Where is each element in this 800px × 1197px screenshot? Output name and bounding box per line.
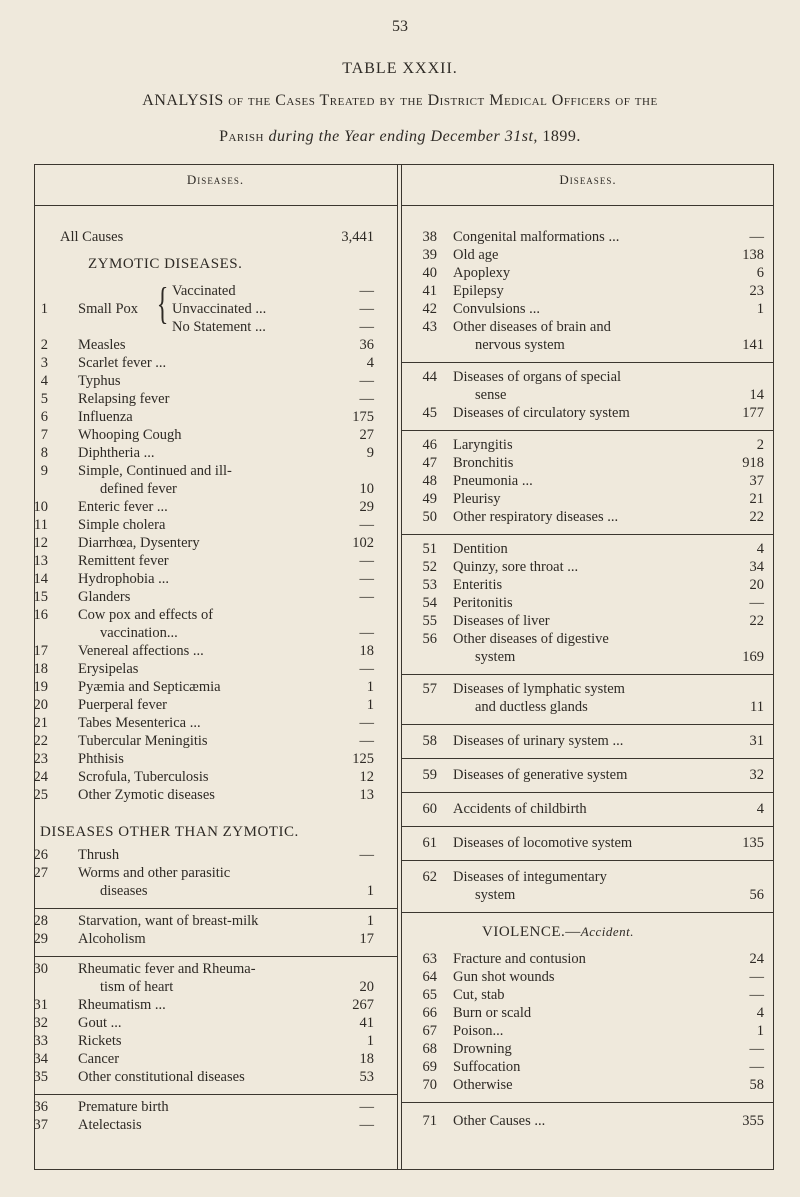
row-number: 42 (422, 301, 437, 317)
case-count: — (359, 571, 374, 587)
case-count: 1 (366, 697, 374, 713)
case-count: 20 (359, 979, 374, 995)
table-row (0, 950, 800, 968)
row-number: 1 (40, 301, 48, 317)
table-row (0, 1058, 800, 1076)
disease-label-continued: sense (475, 387, 507, 403)
disease-label: Gun shot wounds (453, 969, 555, 985)
page-number: 53 (392, 18, 408, 35)
row-number: 29 (33, 931, 48, 947)
case-count: 37 (749, 473, 764, 489)
table-row (0, 986, 800, 1004)
case-count: — (359, 661, 374, 677)
case-count: 22 (749, 509, 764, 525)
row-number: 57 (422, 681, 437, 697)
table-row (0, 404, 800, 422)
row-divider (402, 724, 774, 725)
row-number: 26 (33, 847, 48, 863)
row-number: 45 (422, 405, 437, 421)
disease-label: Cancer (78, 1051, 120, 1067)
table-row (0, 472, 800, 490)
case-count: 4 (756, 1005, 764, 1021)
disease-label: Tabes Mesenterica ... (78, 715, 201, 731)
case-count: 13 (359, 787, 374, 803)
case-count: — (359, 625, 374, 641)
case-count: 135 (742, 835, 764, 851)
disease-label: Old age (453, 247, 499, 263)
row-number: 64 (422, 969, 437, 985)
disease-label: Influenza (78, 409, 133, 425)
case-count: 1 (366, 1033, 374, 1049)
row-divider (402, 430, 774, 431)
disease-label: Suffocation (453, 1059, 521, 1075)
case-count: — (359, 589, 374, 605)
row-number: 36 (33, 1099, 48, 1115)
disease-label: Burn or scald (453, 1005, 532, 1021)
case-count: 4 (366, 355, 374, 371)
case-count: 53 (359, 1069, 374, 1085)
row-divider (402, 826, 774, 827)
disease-label: Simple, Continued and ill- (78, 463, 232, 479)
disease-label: Scrofula, Tuberculosis (78, 769, 209, 785)
table-row (0, 576, 800, 594)
row-number: 32 (33, 1015, 48, 1031)
case-count: — (359, 733, 374, 749)
row-number: 9 (40, 463, 48, 479)
case-count: 138 (742, 247, 764, 263)
case-count: 17 (359, 931, 374, 947)
smallpox-subcategory: Vaccinated (172, 283, 236, 299)
case-count: 3,441 (341, 229, 374, 245)
row-number: 59 (422, 767, 437, 783)
case-count: 36 (359, 337, 374, 353)
disease-label: Phthisis (78, 751, 124, 767)
row-number: 49 (422, 491, 437, 507)
case-count: 1 (756, 301, 764, 317)
case-count: — (359, 517, 374, 533)
row-number: 17 (33, 643, 48, 659)
case-count: — (359, 1099, 374, 1115)
disease-label: Typhus (78, 373, 121, 389)
row-number: 46 (422, 437, 437, 453)
row-divider (402, 860, 774, 861)
table-row (0, 1112, 800, 1130)
row-number: 2 (40, 337, 48, 353)
disease-label: Bronchitis (453, 455, 514, 471)
disease-label-continued: vaccination... (100, 625, 178, 641)
row-number: 6 (40, 409, 48, 425)
table-row (0, 540, 800, 558)
row-divider (402, 362, 774, 363)
case-count: — (749, 229, 764, 245)
disease-label: Other respiratory diseases ... (453, 509, 619, 525)
row-divider (402, 758, 774, 759)
disease-label: Other diseases of digestive (453, 631, 609, 647)
case-count: 29 (359, 499, 374, 515)
disease-label: Whooping Cough (78, 427, 182, 443)
disease-label: Otherwise (453, 1077, 513, 1093)
row-number: 51 (422, 541, 437, 557)
disease-label: Rheumatic fever and Rheuma- (78, 961, 256, 977)
disease-label: Other Causes ... (453, 1113, 546, 1129)
row-divider (402, 792, 774, 793)
row-number: 25 (33, 787, 48, 803)
case-count: 175 (352, 409, 374, 425)
disease-label: Gout ... (78, 1015, 122, 1031)
row-number: 61 (422, 835, 437, 851)
case-count: 102 (352, 535, 374, 551)
case-count: — (359, 283, 374, 299)
disease-label: Other Zymotic diseases (78, 787, 215, 803)
disease-label: Simple cholera (78, 517, 166, 533)
table-subtitle-line2 (0, 128, 800, 146)
case-count: 1 (366, 913, 374, 929)
disease-label: Cut, stab (453, 987, 505, 1003)
case-count: — (749, 1041, 764, 1057)
row-number: 23 (33, 751, 48, 767)
disease-label: Enteritis (453, 577, 503, 593)
row-divider (34, 1094, 397, 1095)
table-row (0, 834, 800, 852)
disease-label: Apoplexy (453, 265, 511, 281)
row-number: 7 (40, 427, 48, 443)
row-number: 43 (422, 319, 437, 335)
disease-label: Accidents of childbirth (453, 801, 587, 817)
case-count: — (749, 987, 764, 1003)
disease-label: Venereal affections ... (78, 643, 204, 659)
row-number: 31 (33, 997, 48, 1013)
row-number: 34 (33, 1051, 48, 1067)
table-row (0, 1004, 800, 1022)
case-count: 56 (749, 887, 764, 903)
subtitle-italic: during the Year ending December (268, 128, 501, 145)
disease-label: Pyæmia and Septicæmia (78, 679, 221, 695)
disease-label: Thrush (78, 847, 120, 863)
table-row (0, 732, 800, 750)
row-number: 38 (422, 229, 437, 245)
subtitle-parish: Parish (219, 128, 264, 145)
table-row (0, 436, 800, 454)
disease-label: Fracture and contusion (453, 951, 586, 967)
row-divider (402, 674, 774, 675)
case-count: 24 (749, 951, 764, 967)
row-number: 58 (422, 733, 437, 749)
disease-label: Rheumatism ... (78, 997, 166, 1013)
disease-label: Pleurisy (453, 491, 501, 507)
case-count: 21 (749, 491, 764, 507)
disease-label-continued: system (475, 649, 516, 665)
case-count: — (749, 969, 764, 985)
disease-label: All Causes (60, 229, 124, 245)
disease-label: Diseases of circulatory system (453, 405, 630, 421)
case-count: — (359, 373, 374, 389)
case-count: 125 (352, 751, 374, 767)
row-number: 67 (422, 1023, 437, 1039)
row-number: 53 (422, 577, 437, 593)
table-row (0, 490, 800, 508)
disease-label: Hydrophobia ... (78, 571, 170, 587)
table-row (0, 930, 800, 948)
brace-symbol: { (156, 279, 169, 328)
case-count: 34 (749, 559, 764, 575)
smallpox-subcategory: No Statement ... (172, 319, 266, 335)
disease-label-continued: system (475, 887, 516, 903)
disease-label-continued: diseases (100, 883, 148, 899)
case-count: 32 (749, 767, 764, 783)
row-number: 41 (422, 283, 437, 299)
row-number: 33 (33, 1033, 48, 1049)
case-count: — (359, 391, 374, 407)
disease-label: Pneumonia ... (453, 473, 533, 489)
row-number: 40 (422, 265, 437, 281)
table-row (0, 766, 800, 784)
row-number: 60 (422, 801, 437, 817)
table-row (0, 714, 800, 732)
case-count: — (749, 595, 764, 611)
row-number: 21 (33, 715, 48, 731)
header-rule-left (34, 205, 397, 206)
row-divider (402, 534, 774, 535)
row-number: 39 (422, 247, 437, 263)
right-column-header: Diseases. (559, 172, 617, 187)
disease-label: Starvation, want of breast-milk (78, 913, 259, 929)
disease-label-continued: nervous system (475, 337, 565, 353)
row-number: 63 (422, 951, 437, 967)
disease-label: Dentition (453, 541, 508, 557)
row-number: 37 (33, 1117, 48, 1133)
case-count: 18 (359, 643, 374, 659)
row-number: 30 (33, 961, 48, 977)
case-count: 6 (756, 265, 764, 281)
case-count: 9 (366, 445, 374, 461)
disease-label: Convulsions ... (453, 301, 541, 317)
row-number: 3 (40, 355, 48, 371)
case-count: — (749, 1059, 764, 1075)
violence-label: VIOLENCE.— (482, 924, 581, 940)
violence-sublabel: Accident. (580, 924, 634, 939)
disease-label: Enteric fever ... (78, 499, 168, 515)
case-count: 27 (359, 427, 374, 443)
row-number: 66 (422, 1005, 437, 1021)
case-count: 18 (359, 1051, 374, 1067)
row-number: 28 (33, 913, 48, 929)
row-number: 11 (34, 517, 48, 533)
disease-label: Other diseases of brain and (453, 319, 611, 335)
row-number: 62 (422, 869, 437, 885)
disease-label: Puerperal fever (78, 697, 167, 713)
section-title-zymotic: ZYMOTIC DISEASES. (88, 256, 243, 272)
case-count: — (359, 715, 374, 731)
row-number: 44 (422, 369, 437, 385)
disease-label: Diseases of integumentary (453, 869, 607, 885)
subtitle-day: 31st, (504, 128, 538, 145)
case-count: — (359, 847, 374, 863)
disease-label: Diseases of locomotive system (453, 835, 633, 851)
disease-label: Remittent fever (78, 553, 169, 569)
row-number: 18 (33, 661, 48, 677)
table-row (0, 1022, 800, 1040)
row-number: 4 (40, 373, 48, 389)
disease-label: Measles (78, 337, 126, 353)
row-number: 10 (33, 499, 48, 515)
row-number: 12 (33, 535, 48, 551)
disease-label: Erysipelas (78, 661, 139, 677)
disease-label: Diseases of organs of special (453, 369, 622, 385)
disease-label: Poison... (453, 1023, 504, 1039)
row-number: 71 (422, 1113, 437, 1129)
disease-label: Glanders (78, 589, 131, 605)
disease-label: Tubercular Meningitis (78, 733, 208, 749)
row-number: 70 (422, 1077, 437, 1093)
table-row (0, 508, 800, 526)
header-rule-right (402, 205, 774, 206)
row-number: 14 (33, 571, 48, 587)
table-row (0, 968, 800, 986)
row-number: 52 (422, 559, 437, 575)
row-number: 47 (422, 455, 437, 471)
case-count: — (359, 553, 374, 569)
disease-label: Diseases of generative system (453, 767, 628, 783)
table-row (0, 228, 800, 246)
case-count: 4 (756, 801, 764, 817)
case-count: 22 (749, 613, 764, 629)
case-count: 177 (742, 405, 764, 421)
row-number: 8 (40, 445, 48, 461)
case-count: 1 (366, 679, 374, 695)
disease-label: Alcoholism (78, 931, 146, 947)
disease-label: Epilepsy (453, 283, 504, 299)
row-number: 54 (422, 595, 437, 611)
case-count: 20 (749, 577, 764, 593)
row-number: 19 (33, 679, 48, 695)
case-count: 4 (756, 541, 764, 557)
row-number: 35 (33, 1069, 48, 1085)
table-row (0, 594, 800, 612)
disease-label: Diarrhœa, Dysentery (78, 535, 200, 551)
row-number: 13 (33, 553, 48, 569)
smallpox-subcategory: Unvaccinated ... (172, 301, 267, 317)
row-number: 24 (33, 769, 48, 785)
table-row (0, 612, 800, 630)
case-count: 355 (742, 1113, 764, 1129)
table-row (0, 912, 800, 930)
disease-label: Other constitutional diseases (78, 1069, 245, 1085)
case-count: 1 (756, 1023, 764, 1039)
row-number: 5 (40, 391, 48, 407)
case-count: 23 (749, 283, 764, 299)
case-count: 11 (750, 699, 764, 715)
table-row (0, 454, 800, 472)
disease-label: Worms and other parasitic (78, 865, 231, 881)
left-column-header: Diseases. (186, 172, 245, 187)
disease-label: Premature birth (78, 1099, 169, 1115)
row-divider (34, 908, 397, 909)
table-row (0, 660, 800, 678)
row-divider (402, 1102, 774, 1103)
row-number: 27 (33, 865, 48, 881)
row-number: 48 (422, 473, 437, 489)
table-row (0, 1076, 800, 1094)
row-number: 68 (422, 1041, 437, 1057)
disease-label: Diseases of lymphatic system (453, 681, 625, 697)
table-row (0, 336, 800, 354)
case-count: 14 (749, 387, 764, 403)
table-row (0, 246, 800, 264)
disease-label: Rickets (78, 1033, 122, 1049)
row-number: 15 (33, 589, 48, 605)
row-number: 22 (33, 733, 48, 749)
table-row (0, 558, 800, 576)
case-count: — (359, 319, 374, 335)
disease-label: Diseases of liver (453, 613, 550, 629)
disease-label: Diseases of urinary system ... (453, 733, 624, 749)
table-row (0, 868, 800, 903)
case-count: 10 (359, 481, 374, 497)
table-row (0, 282, 800, 300)
case-count: 31 (749, 733, 764, 749)
disease-label-continued: and ductless glands (475, 699, 588, 715)
table-row (0, 264, 800, 282)
case-count: 267 (352, 997, 374, 1013)
case-count: 2 (756, 437, 764, 453)
row-number: 69 (422, 1059, 437, 1075)
disease-label: Diphtheria ... (78, 445, 155, 461)
table-title: TABLE XXXII. (342, 60, 458, 77)
row-number: 50 (422, 509, 437, 525)
case-count: 12 (359, 769, 374, 785)
row-number: 65 (422, 987, 437, 1003)
disease-label: Peritonitis (453, 595, 513, 611)
disease-label: Cow pox and effects of (78, 607, 214, 623)
row-divider (402, 912, 774, 913)
section-title-violence (482, 924, 634, 941)
case-count: — (359, 301, 374, 317)
disease-label: Atelectasis (78, 1117, 142, 1133)
subtitle-year: 1899. (542, 128, 581, 145)
case-count: 141 (742, 337, 764, 353)
case-count: — (359, 1117, 374, 1133)
case-count: 169 (742, 649, 764, 665)
case-count: 918 (742, 455, 764, 471)
disease-label: Laryngitis (453, 437, 513, 453)
table-subtitle-line1: ANALYSIS of the Cases Treated by the District Medical Officers of the (142, 92, 658, 109)
row-number: 16 (33, 607, 48, 623)
disease-label: Drowning (453, 1041, 512, 1057)
disease-label: Scarlet fever ... (78, 355, 167, 371)
row-number: 55 (422, 613, 437, 629)
section-title-other: DISEASES OTHER THAN ZYMOTIC. (40, 824, 299, 840)
table-row (0, 800, 800, 818)
row-number: 20 (33, 697, 48, 713)
case-count: 58 (749, 1077, 764, 1093)
table-row (0, 1040, 800, 1058)
disease-label: Congenital malformations ... (453, 229, 620, 245)
disease-label: Relapsing fever (78, 391, 170, 407)
table-row (0, 696, 800, 714)
case-count: 1 (366, 883, 374, 899)
case-count: 41 (359, 1015, 374, 1031)
disease-label-continued: tism of heart (100, 979, 174, 995)
table-row (0, 300, 800, 318)
disease-label: Small Pox (78, 301, 139, 317)
disease-label-continued: defined fever (100, 481, 177, 497)
row-number: 56 (422, 631, 437, 647)
disease-label: Quinzy, sore throat ... (453, 559, 579, 575)
